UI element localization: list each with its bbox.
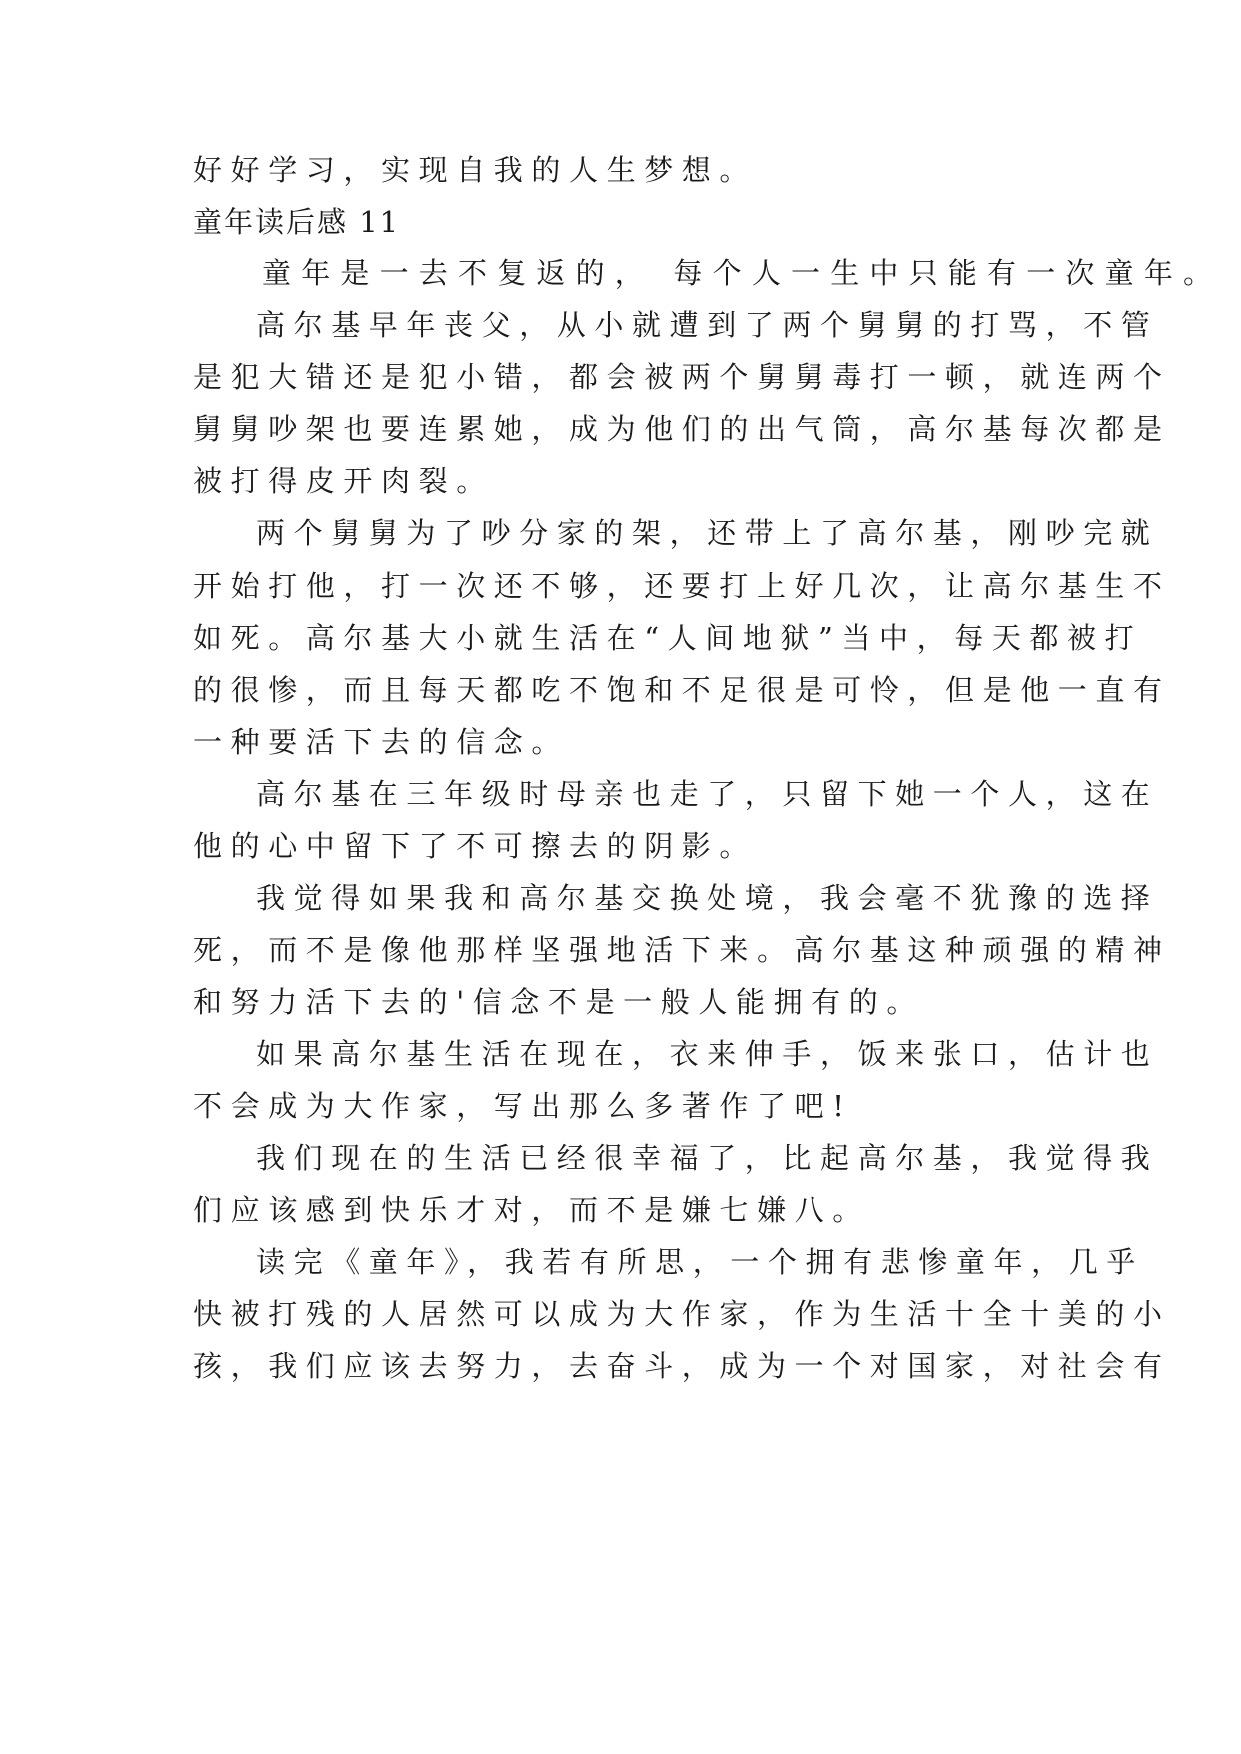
paragraph-line: 如果高尔基生活在现在，衣来伸手，饭来张口，估计也	[256, 1037, 1159, 1071]
paragraph-line: 一种要活下去的信念。	[193, 725, 570, 759]
paragraph-line: 的很惨，而且每天都吃不饱和不足很是可怜，但是他一直有	[193, 673, 1171, 707]
paragraph-line: 如死。高尔基大小就生活在“人间地狱”当中，每天都被打	[193, 621, 1143, 655]
paragraph-line: 死，而不是像他那样坚强地活下来。高尔基这种顽强的精神	[193, 933, 1171, 967]
paragraph-line: 舅舅吵架也要连累她，成为他们的出气筒，高尔基每次都是	[193, 412, 1171, 446]
paragraph-line: 被打得皮开肉裂。	[193, 464, 494, 498]
paragraph-line: 他的心中留下了不可擦去的阴影。	[193, 829, 758, 863]
section-title: 童年读后感 11	[193, 205, 401, 239]
paragraph-line: 是犯大错还是犯小错，都会被两个舅舅毒打一顿，就连两个	[193, 360, 1171, 394]
paragraph-line: 童年是一去不复返的， 每个人一生中只能有一次童年。	[262, 256, 1223, 290]
paragraph-line: 孩，我们应该去努力，去奋斗，成为一个对国家，对社会有	[193, 1349, 1171, 1383]
paragraph-line: 读完《童年》，我若有所思，一个拥有悲惨童年，几乎	[256, 1245, 1144, 1279]
paragraph-line: 不会成为大作家，写出那么多著作了吧!	[193, 1089, 853, 1123]
paragraph-line: 两个舅舅为了吵分家的架，还带上了高尔基，刚吵完就	[256, 516, 1159, 550]
paragraph-line: 们应该感到快乐才对，而不是嫌七嫌八。	[193, 1193, 870, 1227]
paragraph-line: 快被打残的人居然可以成为大作家，作为生活十全十美的小	[193, 1297, 1171, 1331]
paragraph-line: 和努力活下去的'信念不是一般人能拥有的。	[193, 985, 924, 1019]
paragraph-line: 开始打他，打一次还不够，还要打上好几次，让高尔基生不	[193, 569, 1171, 603]
paragraph-line: 高尔基早年丧父，从小就遭到了两个舅舅的打骂，不管	[256, 308, 1159, 342]
paragraph-line: 我觉得如果我和高尔基交换处境，我会毫不犹豫的选择	[256, 881, 1159, 915]
text-line: 好好学习，实现自我的人生梦想。	[193, 153, 758, 187]
paragraph-line: 高尔基在三年级时母亲也走了，只留下她一个人，这在	[256, 777, 1159, 811]
paragraph-line: 我们现在的生活已经很幸福了，比起高尔基，我觉得我	[256, 1141, 1159, 1175]
